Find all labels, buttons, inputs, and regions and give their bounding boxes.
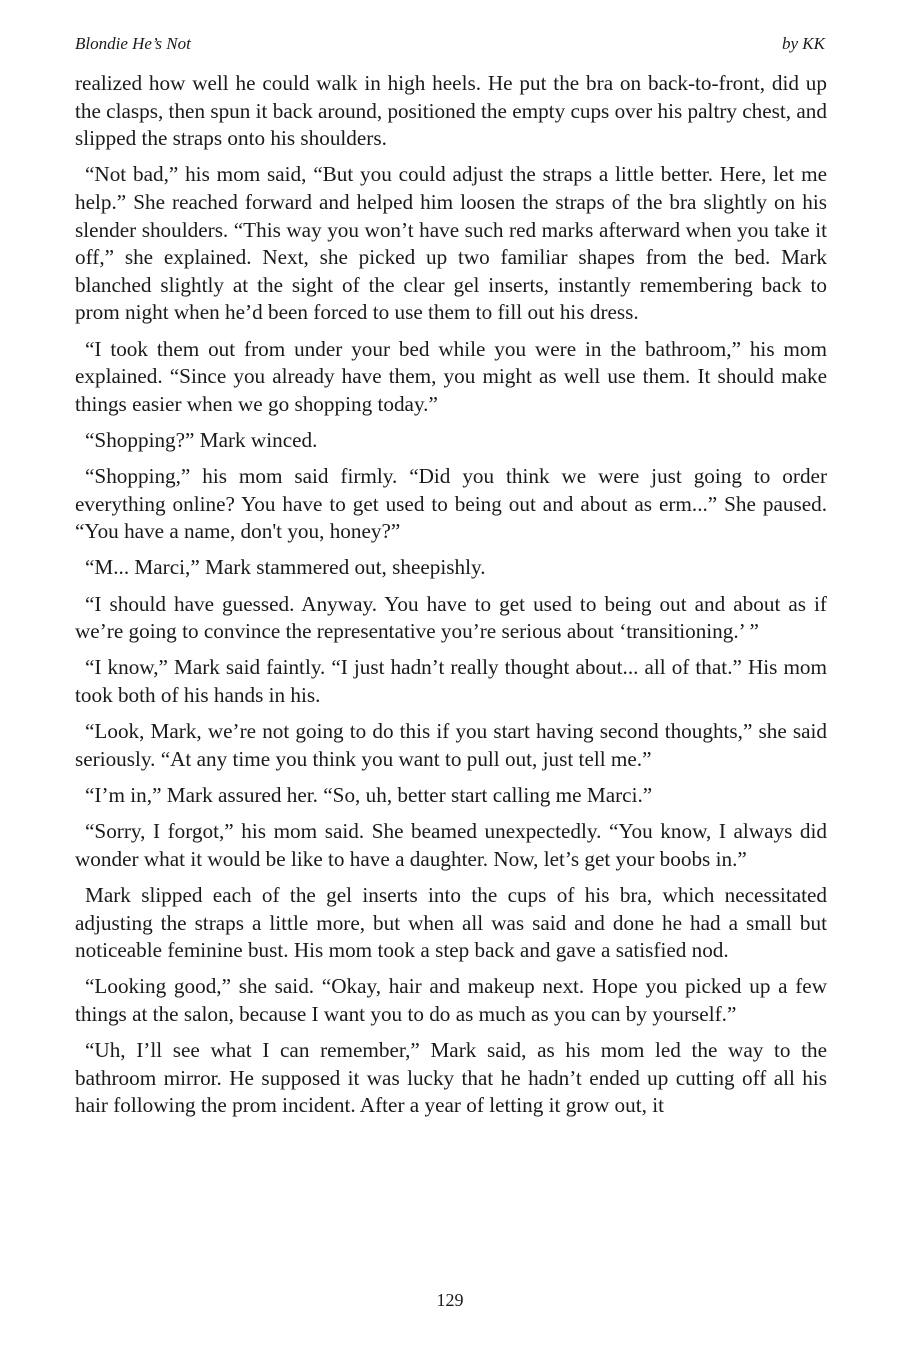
- paragraph: “Shopping,” his mom said firmly. “Did you think we were just going to order everything online? You have to get used to being out and about as erm...” She paused. “You have a name, don't you, honey?”: [75, 464, 827, 544]
- body-text: [75, 70, 827, 1129]
- paragraph: “M... Marci,” Mark stammered out, sheepishly.: [85, 555, 486, 580]
- paragraph: “Shopping?” Mark winced.: [85, 427, 318, 452]
- paragraph: “I know,” Mark said faintly. “I just hadn’t really thought about... all of that.” His mom took both of his hands in his.: [75, 655, 827, 708]
- paragraph: “I’m in,” Mark assured her. “So, uh, better start calling me Marci.”: [85, 783, 653, 807]
- paragraph: “Look, Mark, we’re not going to do this if you start having second thoughts,” she said seriously. “At any time you think you want to pull out, just tell me.”: [75, 719, 827, 771]
- book-title: Blondie He’s Not: [75, 34, 191, 53]
- page-number: 129: [436, 1290, 464, 1310]
- paragraph: “I should have guessed. Anyway. You have to get used to being out and about as if we’re going to convince the representative you’re serious about ‘transitioning.’ ”: [75, 591, 827, 644]
- paragraph: “Sorry, I forgot,” his mom said. She beamed unexpectedly. “You know, I always did wonder what it would be like to have a daughter. Now, let’s get your boobs in.”: [75, 819, 827, 871]
- paragraph: Mark slipped each of the gel inserts into the cups of his bra, which necessitated adjusting the straps a little more, but when all was said and done he had a small but noticeable feminine bust. His mom took a step back and gave a satisfied nod.: [75, 882, 827, 963]
- running-header: [75, 34, 825, 56]
- paragraph: “Uh, I’ll see what I can remember,” Mark said, as his mom led the way to the bathroom mirror. He supposed it was lucky that he hadn’t ended up cutting off all his hair following the prom incident. After a year of letting it grow out, it: [75, 1038, 827, 1118]
- paragraph: “I took them out from under your bed while you were in the bathroom,” his mom explained. “Since you already have them, you might as well use them. It should make things easier when we go shopping today.”: [75, 336, 827, 416]
- paragraph: realized how well he could walk in high heels. He put the bra on back-to-front, did up the clasps, then spun it back around, positioned the empty cups over his paltry chest, and slipped the straps onto his shoulders.: [75, 71, 827, 151]
- author-name: by KK: [782, 34, 825, 53]
- paragraph: “Looking good,” she said. “Okay, hair and makeup next. Hope you picked up a few things at the salon, because I want you to do as much as you can by yourself.”: [75, 974, 827, 1026]
- paragraph: “Not bad,” his mom said, “But you could adjust the straps a little better. Here, let me help.” She reached forward and helped him loosen the straps of the bra slightly on his slender shoulders. “This way you won’t have such red marks afterward when you take it off,” she explained. Next, she picked up two familiar shapes from the bed. Mark blanched slightly at the sight of the clear gel inserts, instantly remembering back to prom night when he’d been forced to use them to fill out his dress.: [75, 162, 827, 325]
